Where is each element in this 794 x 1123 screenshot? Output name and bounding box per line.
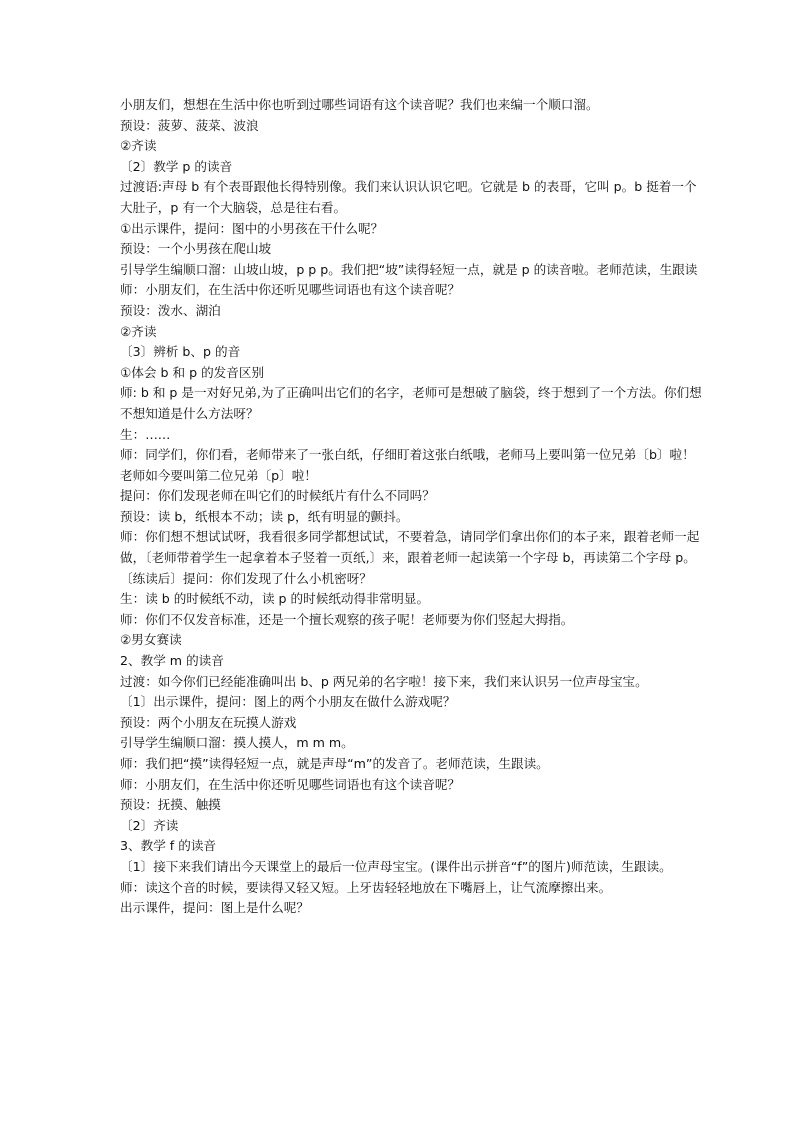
text-line: 师：你们不仅发音标准，还是一个擅长观察的孩子呢！老师要为你们竖起大拇指。 <box>120 611 574 627</box>
text-line: 引导学生编顺口溜：山坡山坡，p p p。我们把“坡”读得轻短一点，就是 p 的读音啦。老师范读，生跟读 <box>120 261 698 277</box>
text-line: 过渡语:声母 b 有个表哥跟他长得特别像。我们来认识认识它吧。它就是 b 的表哥，它叫 p。b 挺着一个大肚子，p 有一个大脑袋，总是往右看。 <box>120 179 697 215</box>
text-line: 预设：泼水、湖泊 <box>120 302 221 318</box>
text-line: 预设：一个小男孩在爬山坡 <box>120 241 272 257</box>
text-line: ②齐读 <box>120 323 157 339</box>
text-line: 预设：两个小朋友在玩摸人游戏 <box>120 714 297 730</box>
text-line: 出示课件，提问：图上是什么呢？ <box>120 900 309 916</box>
text-line: 〔练读后〕提问：你们发现了什么小机密呀？ <box>120 570 372 586</box>
text-line: 预设：菠萝、菠菜、波浪 <box>120 117 259 133</box>
text-line: 小朋友们，想想在生活中你也听到过哪些词语有这个读音呢？我们也来编一个顺口溜。 <box>120 97 599 112</box>
text-line: 师：小朋友们，在生活中你还听见哪些词语也有这个读音呢？ <box>120 776 461 792</box>
text-line: 生：…… <box>120 426 171 442</box>
text-line: 2、教学 m 的读音 <box>120 653 224 669</box>
text-line: 提问：你们发现老师在叫它们的时候纸片有什么不同吗？ <box>120 488 435 504</box>
text-line: ①出示课件，提问：图中的小男孩在干什么呢？ <box>120 220 384 236</box>
text-line: 〔2〕教学 p 的读音 <box>120 158 233 174</box>
text-line: ①体会 b 和 p 的发音区别 <box>120 364 265 380</box>
text-line: ②男女赛读 <box>120 632 182 648</box>
text-line: 过渡：如今你们已经能准确叫出 b、p 两兄弟的名字啦！接下来，我们来认识另一位声母宝宝。 <box>120 673 648 689</box>
text-line: 生：读 b 的时候纸不动，读 p 的时候纸动得非常明显。 <box>120 591 430 607</box>
document-body <box>120 95 706 919</box>
text-line: 预设：读 b，纸根本不动；读 p，纸有明显的颤抖。 <box>120 508 409 524</box>
text-line: ②齐读 <box>120 138 157 154</box>
text-line: 〔1〕出示课件，提问：图上的两个小朋友在做什么游戏呢？ <box>120 694 456 710</box>
text-line: 3、教学 f 的读音 <box>120 838 217 854</box>
text-line: 〔2〕齐读 <box>120 817 179 833</box>
text-line: 师：小朋友们，在生活中你还听见哪些词语也有这个读音呢？ <box>120 282 461 298</box>
text-line: 师：我们把“摸”读得轻短一点，就是声母“m”的发音了。老师范读，生跟读。 <box>120 756 549 771</box>
text-line: 预设：抚摸、触摸 <box>120 797 221 813</box>
text-line: 〔1〕接下来我们请出今天课堂上的最后一位声母宝宝。(课件出示拼音“f”的图片)师范读，生跟读。 <box>120 858 672 874</box>
text-line: 师：读这个音的时候，要读得又轻又短。上牙齿轻轻地放在下嘴唇上，让气流摩擦出来。 <box>120 879 612 895</box>
text-line: 引导学生编顺口溜：摸人摸人，m m m。 <box>120 735 354 751</box>
text-line: 师: b 和 p 是一对好兄弟,为了正确叫出它们的名字，老师可是想破了脑袋，终于想到了一个方法。你们想不想知道是什么方法呀？ <box>120 385 702 421</box>
text-line: 师：你们想不想试试呀，我看很多同学都想试试，不要着急，请同学们拿出你们的本子来，跟着老师一起做，〔老师带着学生一起拿着本子竖着一页纸,〕来，跟着老师一起读第一个字母 b，再读第二个字母 p。 <box>120 529 700 566</box>
text-line: 〔3〕辨析 b、p 的音 <box>120 344 241 360</box>
text-line: 师：同学们，你们看，老师带来了一张白纸，仔细盯着这张白纸哦，老师马上要叫第一位兄弟〔b〕啦！老师如今要叫第二位兄弟〔p〕啦！ <box>120 447 695 483</box>
